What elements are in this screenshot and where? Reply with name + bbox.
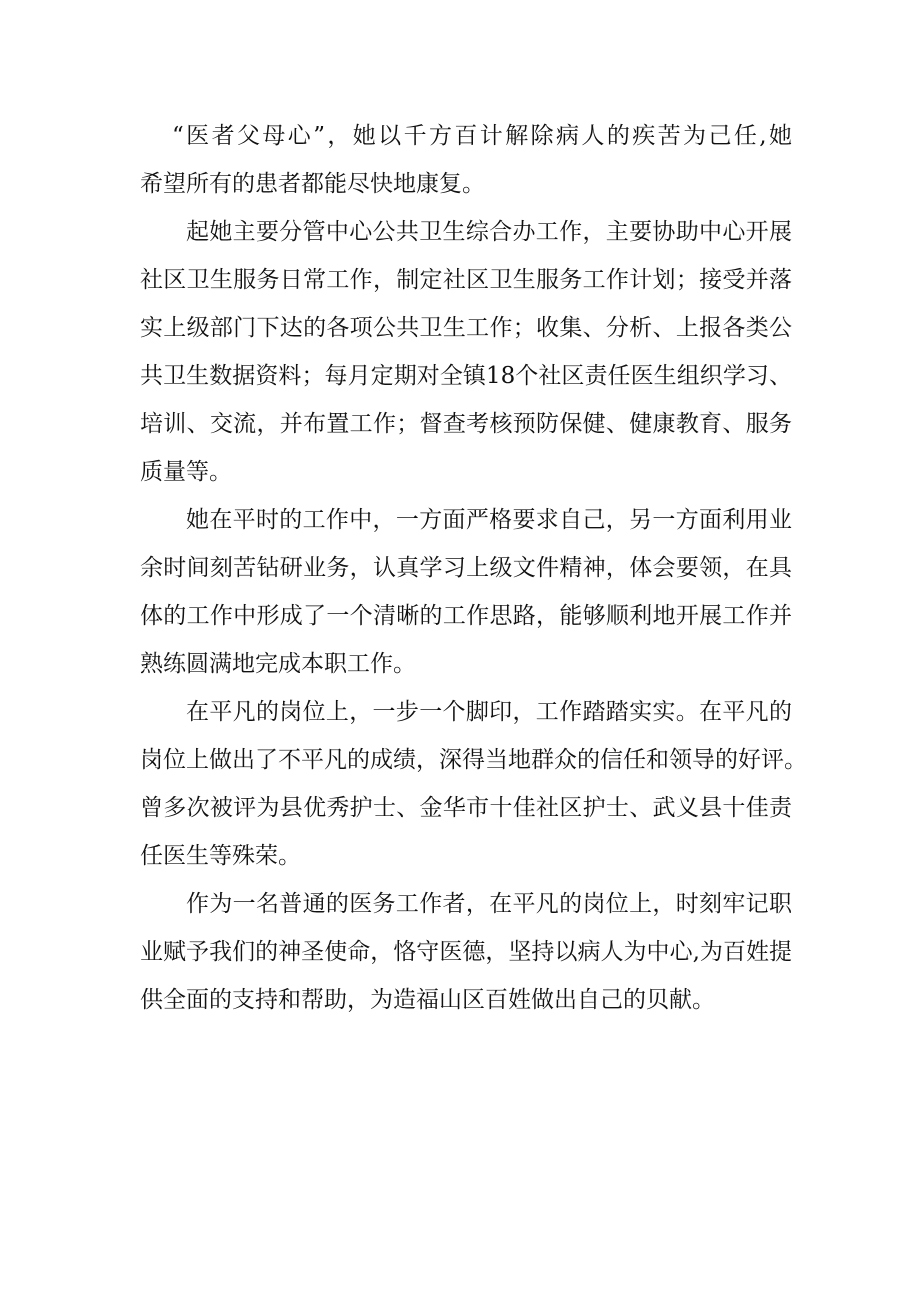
text-line: 岗位上做出了不平凡的成绩，深得当地群众的信任和领导的好评。: [140, 747, 807, 773]
document-body: [140, 112, 807, 1024]
text-line: 实上级部门下达的各项公共卫生工作；收集、分析、上报各类公: [140, 315, 792, 341]
paragraph: [140, 112, 792, 208]
paragraph: [140, 208, 792, 496]
text-line: 任医生等殊荣。: [140, 843, 301, 869]
text-line: 起她主要分管中心公共卫生综合办工作，主要协助中心开展: [186, 219, 792, 245]
text-line: 体的工作中形成了一个清晰的工作思路，能够顺利地开展工作并: [140, 603, 792, 629]
text-line: 供全面的支持和帮助，为造福山区百姓做出自己的贝献。: [140, 987, 715, 1013]
text-line: 她在平时的工作中，一方面严格要求自己，另一方面利用业: [186, 507, 792, 533]
text-line: 业赋予我们的神圣使命，恪守医德，坚持以病人为中心,为百姓提: [140, 939, 792, 965]
text-line: 熟练圆满地完成本职工作。: [140, 651, 416, 677]
text-line: 共卫生数据资料；每月定期对全镇18个社区责任医生组织学习、: [140, 363, 792, 389]
paragraph: [140, 496, 792, 688]
text-line: 希望所有的患者都能尽快地康复。: [140, 171, 485, 197]
text-line: 余时间刻苦钻研业务，认真学习上级文件精神，体会要领，在具: [140, 555, 792, 581]
text-line: 曾多次被评为县优秀护士、金华市十佳社区护士、武义县十佳责: [140, 795, 792, 821]
text-line: 作为一名普通的医务工作者，在平凡的岗位上，时刻牢记职: [186, 891, 792, 917]
text-line: 在平凡的岗位上，一步一个脚印，工作踏踏实实。在平凡的: [186, 699, 792, 725]
paragraph: [140, 688, 807, 880]
paragraph: [140, 880, 792, 1024]
text-line: 社区卫生服务日常工作，制定社区卫生服务工作计划；接受并落: [140, 267, 792, 293]
text-line: “医者父母心”，她以千方百计解除病人的疾苦为己任,她: [172, 123, 792, 149]
text-line: 培训、交流，并布置工作；督查考核预防保健、健康教育、服务: [140, 411, 792, 437]
text-line: 质量等。: [140, 459, 232, 485]
